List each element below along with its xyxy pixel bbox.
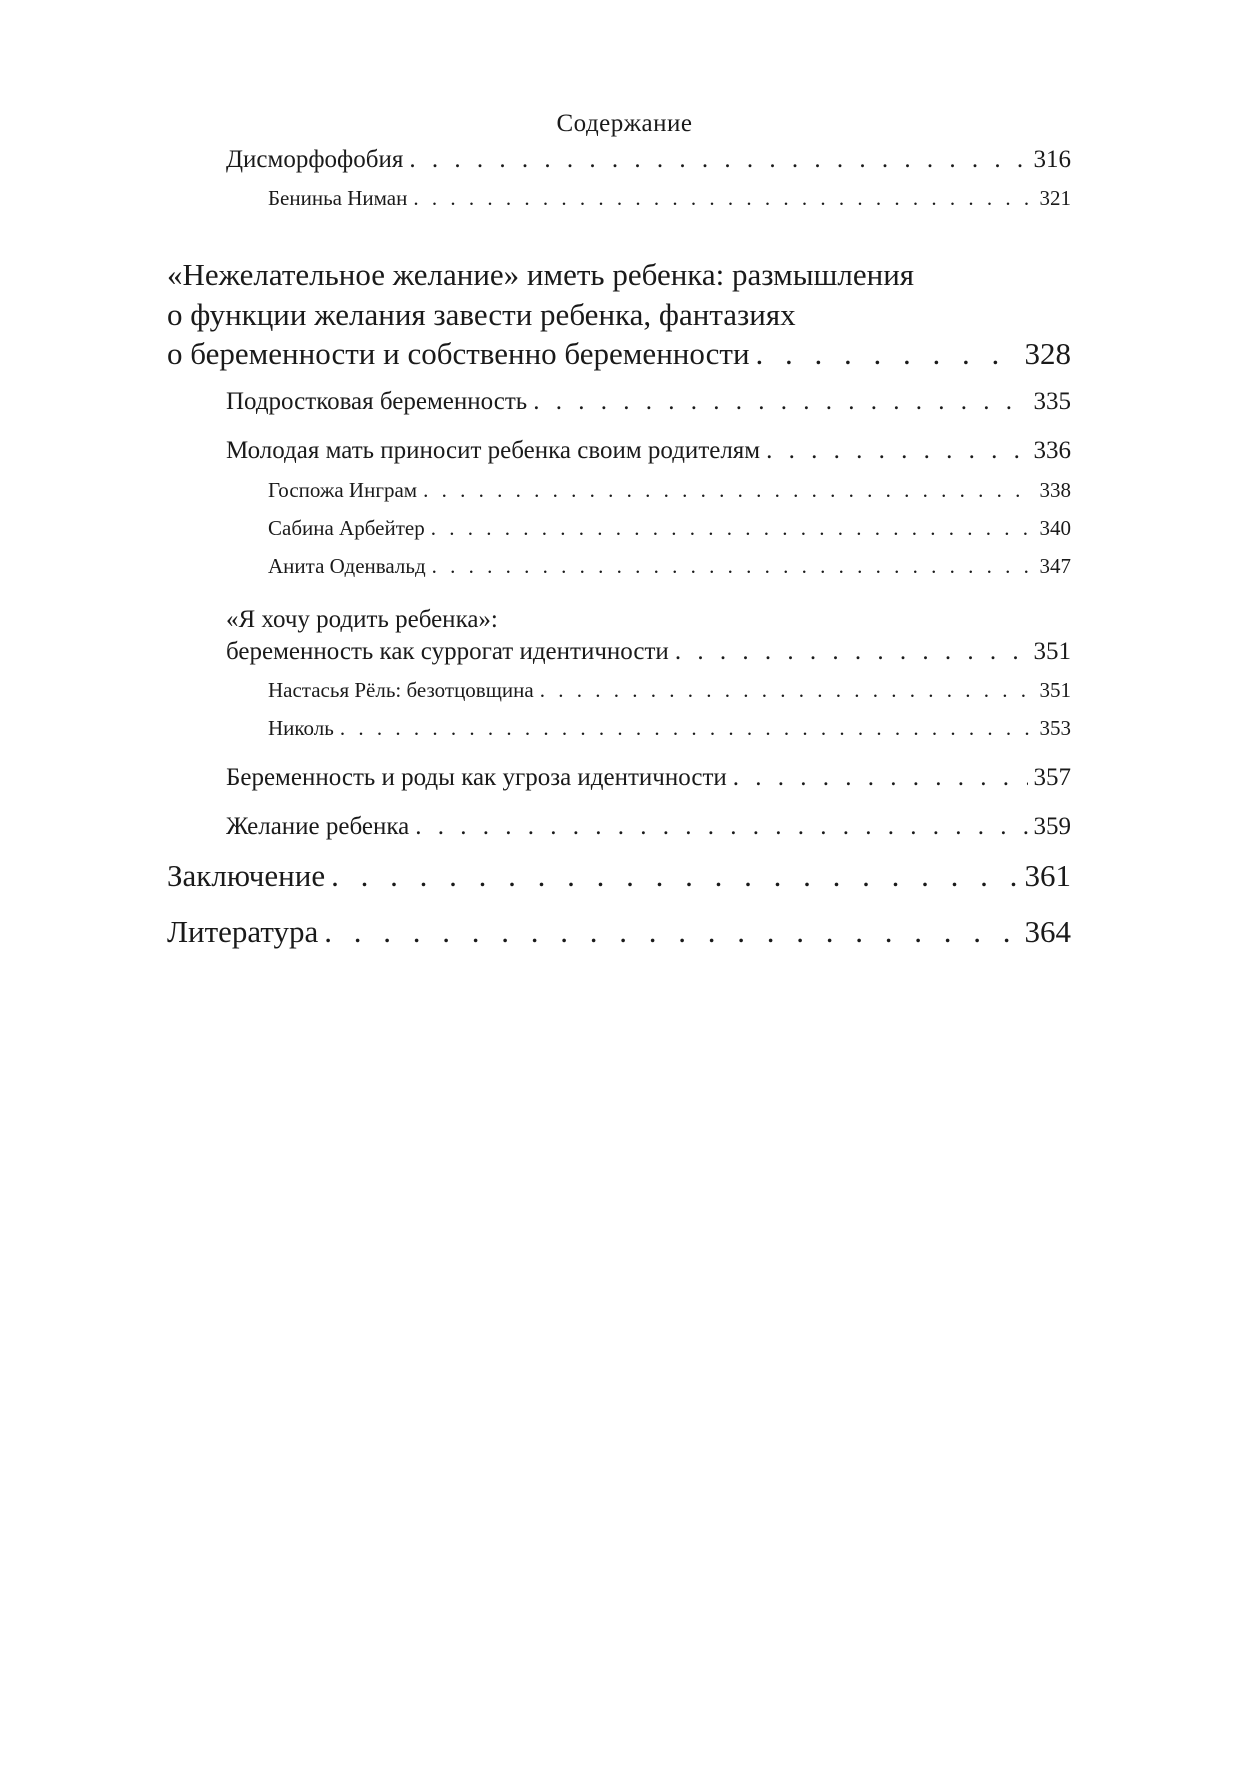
running-head: Содержание (556, 110, 693, 137)
toc-page-number: 335 (1033, 388, 1071, 415)
toc-entry (268, 716, 1071, 741)
toc-page-number: 359 (1033, 813, 1071, 840)
toc-page-number: 347 (1039, 554, 1071, 578)
toc-page-number: 351 (1039, 678, 1071, 702)
toc-leader-dots (409, 146, 1027, 174)
toc-leader-dots (540, 678, 1034, 703)
toc-entry (268, 478, 1071, 503)
toc-entry (167, 858, 1071, 894)
toc-leader-dots (413, 186, 1033, 211)
toc-leader-dots (331, 858, 1018, 894)
toc-entry-title: Анита Оденвальд (268, 554, 426, 578)
toc-entry-title: Настасья Рёль: безотцовщина (268, 678, 534, 702)
toc-page-number: 361 (1024, 858, 1071, 893)
toc-leader-dots (533, 388, 1027, 416)
toc-page-number: 353 (1039, 716, 1071, 740)
toc-leader-dots (756, 336, 1019, 372)
toc-entry-title: о беременности и собственно беременности (167, 336, 750, 371)
toc-leader-dots (415, 813, 1027, 841)
toc-page-number: 336 (1033, 437, 1071, 464)
toc-page-number: 364 (1024, 914, 1071, 949)
toc-entry-title: беременность как суррогат идентичности (226, 638, 669, 665)
toc-entry (226, 437, 1071, 465)
toc-entry (268, 186, 1071, 211)
toc-page-number: 338 (1039, 478, 1071, 502)
toc-entry (226, 813, 1071, 841)
toc-entry-title: Литература (167, 914, 319, 949)
toc-entry (268, 554, 1071, 579)
toc-page-number: 351 (1033, 638, 1071, 665)
toc-entry (226, 764, 1071, 792)
toc-page-number: 340 (1039, 516, 1071, 540)
toc-entry (167, 914, 1071, 950)
toc-entry (268, 678, 1071, 703)
toc-entry (167, 336, 1071, 372)
toc-entry (226, 388, 1071, 416)
toc-leader-dots (340, 716, 1034, 741)
toc-entry-title: Госпожа Инграм (268, 478, 418, 502)
toc-entry-title: Заключение (167, 858, 326, 893)
toc-leader-dots (324, 914, 1018, 950)
toc-entry-title: Николь (268, 716, 334, 740)
toc-entry-title: Беременность и роды как угроза идентичности (226, 764, 727, 791)
toc-entry-title-line: «Я хочу родить ребенка»: (226, 606, 498, 633)
toc-entry-title: Молодая мать приносит ребенка своим родителям (226, 437, 761, 464)
toc-entry-title: Сабина Арбейтер (268, 516, 425, 540)
toc-entry-title-line: о функции желания завести ребенка, фантазиях (167, 297, 796, 332)
toc-leader-dots (432, 554, 1034, 579)
toc-page-number: 357 (1033, 764, 1071, 791)
toc-page-number: 328 (1024, 336, 1071, 371)
toc-leader-dots (423, 478, 1033, 503)
toc-leader-dots (733, 764, 1028, 792)
toc-entry-title: Желание ребенка (226, 813, 410, 840)
toc-leader-dots (431, 516, 1034, 541)
toc-entry (226, 638, 1071, 666)
toc-entry-title: Подростковая беременность (226, 388, 528, 415)
toc-page-number: 321 (1039, 186, 1071, 210)
toc-entry-title-line: «Нежелательное желание» иметь ребенка: размышления (167, 257, 915, 292)
toc-entry-title: Дисморфофобия (226, 146, 404, 173)
toc-entry (268, 516, 1071, 541)
toc-leader-dots (675, 638, 1028, 666)
toc-entry-title: Бениньа Ниман (268, 186, 408, 210)
toc-leader-dots (766, 437, 1027, 465)
toc-entry (226, 146, 1071, 174)
toc-page-number: 316 (1033, 146, 1071, 173)
